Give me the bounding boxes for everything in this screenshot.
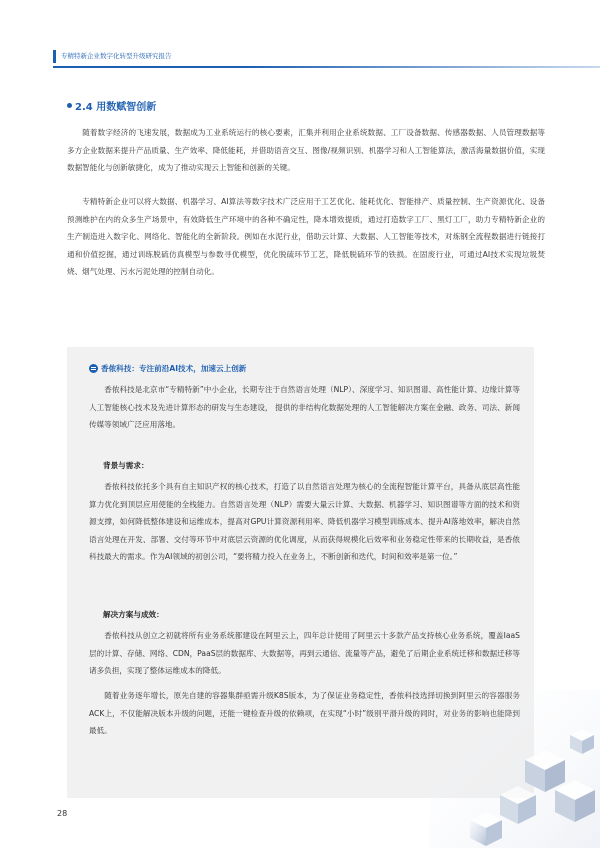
bullet-dot-icon bbox=[67, 103, 72, 108]
page-number: 28 bbox=[57, 809, 68, 818]
header-divider bbox=[53, 66, 600, 68]
section-paragraph-1: 随着数字经济的飞速发展，数据成为工业系统运行的核心要素，汇集并利用企业系统数据、工厂设备数据、传感器数据、人员管理数据等多方企业数据来提升产品质量、生产效率、降低能耗，并借助语音交互、图像/视频识别、机器学习和人工智能算法，激活海量数据价值，实现数据智能化与创新敏捷化，成为了推动实现云上智能和创新的关键。 bbox=[67, 128, 545, 172]
background-heading: 背景与需求： bbox=[103, 461, 149, 470]
solution-paragraph-1: 香侬科技从创立之初就将所有业务系统都建设在阿里云上，四年总计使用了阿里云十多款产品支持核心业务系统，覆盖IaaS层的计算、存储、网络、CDN，PaaS层的数据库、大数据等，再到云通信、流量等产品，避免了后期企业系统迁移和数据迁移等诸多负担，实现了整体运维成本的降低。 bbox=[89, 631, 520, 675]
case-list-icon bbox=[89, 364, 98, 373]
case-study-title-text: 香侬科技：专注前沿AI技术，加速云上创新 bbox=[101, 364, 247, 373]
header-accent-bar bbox=[53, 50, 56, 63]
section-paragraph-2: 专精特新企业可以将大数据、机器学习、AI算法等数字技术广泛应用于工艺优化、能耗优化、智能排产、质量控制、生产资源优化、设备预测维护在内的众多生产场景中，有效降低生产环境中的各种不确定性，降本增效提质，通过打造数字工厂、黑灯工厂，助力专精特新企业的生产制造进入数字化、网络化、智能化的全新阶段。例如在水泥行业，借助云计算、大数据、人工智能等技术，对炼钢全流程数据进行链接打通和价值挖掘，通过训练脱硫仿真模型与参数寻优模型，优化脱硫环节工艺，降低脱硫环节的铁损。在固废行业，可通过AI技术实现垃圾焚烧、烟气处理、污水污泥处理的控制自动化。 bbox=[67, 197, 545, 276]
background-paragraph: 香侬科技依托多个具有自主知识产权的核心技术，打造了以自然语言处理为核心的全流程智能计算平台，具备从底层高性能算力优化到顶层应用使能的全栈能力。自然语言处理（NLP）需要大量云计算、大数据、机器学习、知识图谱等方面的技术和资源支撑，如何降低整体建设和运维成本，提高对GPU计算资源利用率、降低机器学习模型训练成本、提升AI落地效率，解决自然语言处理在开发、部署、交付等环节中对底层云资源的优化调度，从而获得规模化后效率和业务稳定性带来的长期收益，是香侬科技最大的需求。作为AI领域的初创公司，“要将精力投入在业务上，不断创新和迭代，时间和效率是第一位。” bbox=[89, 482, 520, 561]
running-header-title: 专精特新企业数字化转型升级研究报告 bbox=[61, 52, 172, 60]
section-heading bbox=[67, 98, 156, 113]
solution-heading: 解决方案与成效： bbox=[103, 610, 164, 619]
section-heading-text: 2.4 用数赋智创新 bbox=[75, 102, 157, 113]
case-study-title bbox=[89, 363, 246, 374]
case-intro-paragraph: 香侬科技是北京市“专精特新”中小企业，长期专注于自然语言处理（NLP）、深度学习、知识图谱、高性能计算、边缘计算等人工智能核心技术及先进计算形态的研发与生态建设， 提供的非结构化数据处理的人工智能解决方案在金融、政务、司法、新闻传媒等领域广泛应用落地。 bbox=[89, 385, 520, 429]
decorative-cubes-graphic bbox=[430, 690, 600, 848]
solution-paragraph-2: 随着业务逐年增长，原先自建的容器集群亟需升级K8S版本，为了保证业务稳定性，香侬科技选择切换到阿里云的容器服务ACK上，不仅能解决版本升级的问题，还能一键检查升级的依赖项，在实现“小时”级别平滑升级的同时，对业务的影响也能降到最低。 bbox=[89, 691, 520, 735]
